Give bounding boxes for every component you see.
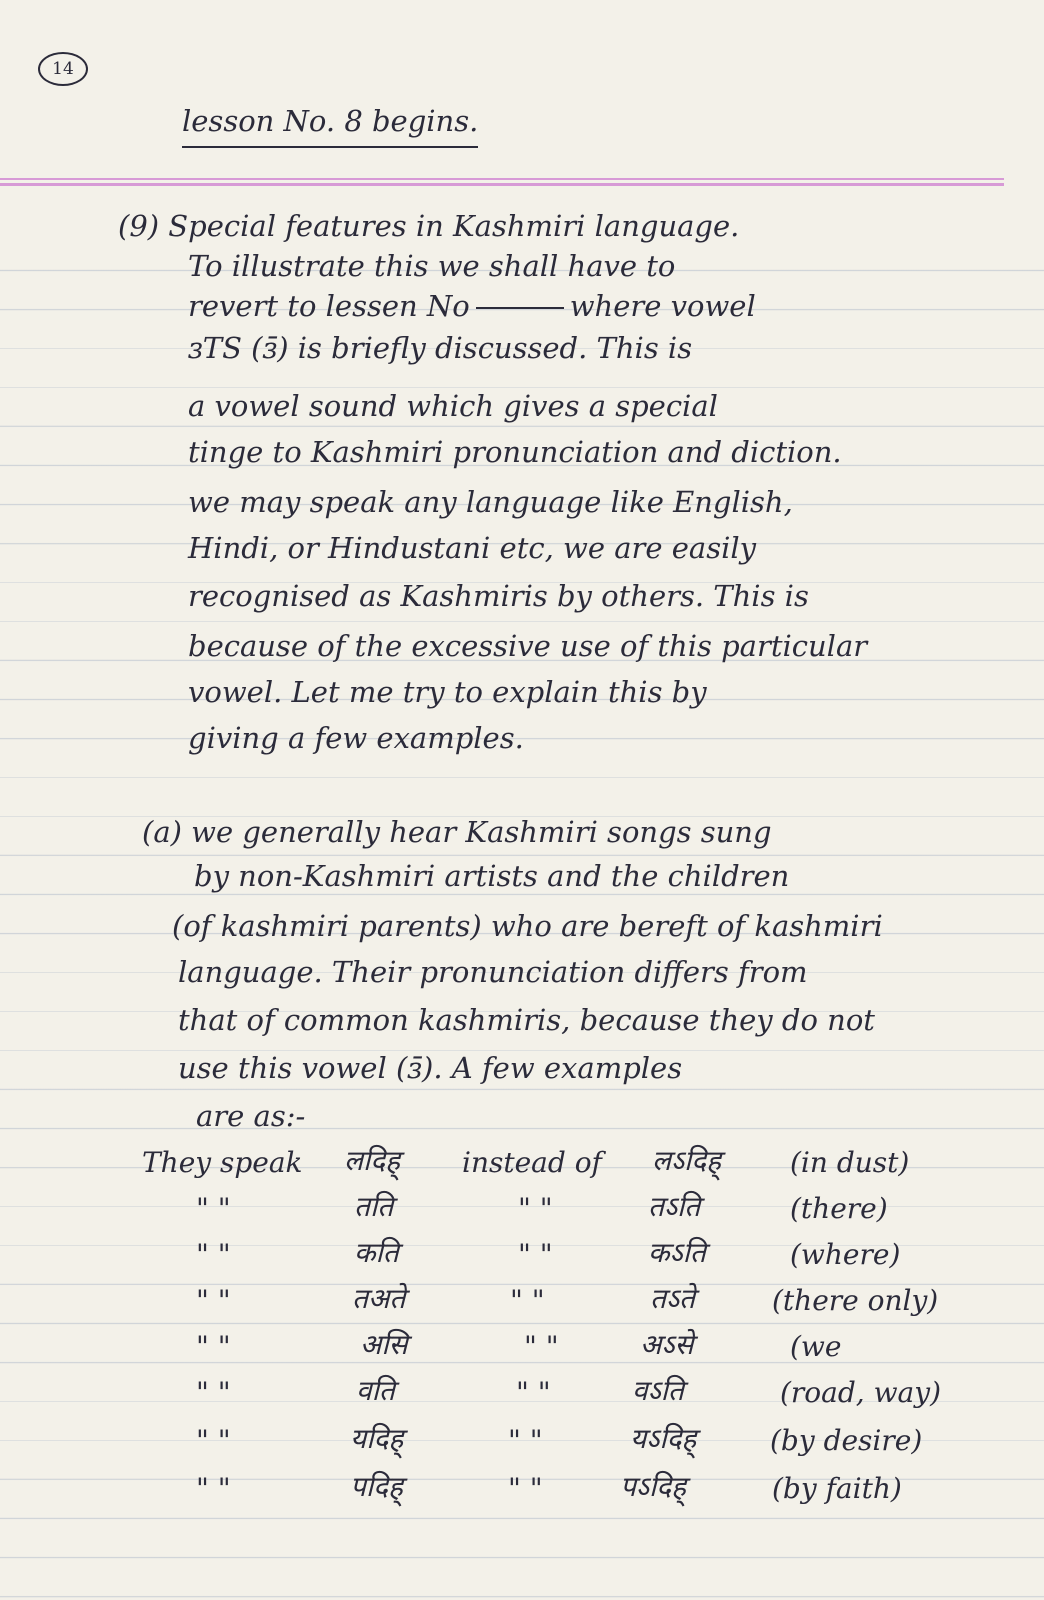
example-row7-right: यऽदिह्	[630, 1422, 697, 1455]
lesson-title: lesson No. 8 begins.	[182, 104, 478, 148]
example-row5-gloss: (we	[790, 1330, 842, 1363]
example-row3-right: कऽति	[648, 1236, 706, 1269]
example-row7-lead: " "	[196, 1424, 231, 1457]
example-row2-right: तऽति	[648, 1190, 701, 1223]
example-row4-wrong: तअते	[352, 1282, 406, 1315]
section-a-line6: use this vowel (ɜ̄). A few examples	[178, 1051, 683, 1085]
example-row6-mid: " "	[516, 1376, 551, 1409]
example-row5-right: अऽसे	[640, 1328, 694, 1361]
example-row2-wrong: तति	[354, 1190, 394, 1223]
margin-line-second	[0, 184, 1004, 186]
example-row1-lead: They speak	[142, 1146, 303, 1179]
example-row4-right: तऽते	[650, 1282, 695, 1315]
section-a-line2: by non-Kashmiri artists and the children	[194, 859, 790, 893]
section9-line3-b: where vowel	[569, 289, 756, 323]
example-row2-gloss: (there)	[790, 1192, 888, 1225]
example-row5-lead: " "	[196, 1330, 231, 1363]
section-a-line1: (a) we generally hear Kashmiri songs sung	[142, 815, 772, 849]
section9-line12: giving a few examples.	[188, 721, 524, 755]
example-row8-mid: " "	[508, 1472, 543, 1505]
section9-line7: we may speak any language like English,	[188, 485, 793, 519]
example-row3-wrong: कति	[354, 1236, 399, 1269]
section-a-line5: that of common kashmiris, because they do not	[178, 1003, 875, 1037]
example-row7-wrong: यदिह्	[350, 1422, 404, 1455]
section-a-line7: are as:-	[196, 1099, 306, 1133]
example-row3-lead: " "	[196, 1238, 231, 1271]
example-row7-gloss: (by desire)	[770, 1424, 923, 1457]
example-row6-right: वऽति	[632, 1374, 684, 1407]
section-a-line3: (of kashmiri parents) who are bereft of kashmiri	[172, 909, 883, 943]
example-row4-lead: " "	[196, 1284, 231, 1317]
example-row6-lead: " "	[196, 1376, 231, 1409]
example-row8-wrong: पदिह्	[350, 1470, 403, 1503]
section9-line5: a vowel sound which gives a special	[188, 389, 718, 423]
example-row8-lead: " "	[196, 1472, 231, 1505]
section9-line3	[188, 286, 756, 326]
section9-line6: tinge to Kashmiri pronunciation and diction.	[188, 435, 842, 469]
section9-line1: (9) Special features in Kashmiri language.	[118, 209, 740, 243]
example-row1-wrong: लदिह्	[344, 1144, 400, 1177]
example-row6-wrong: वति	[356, 1374, 395, 1407]
example-row1-mid: instead of	[462, 1146, 602, 1179]
example-row1-gloss: (in dust)	[790, 1146, 910, 1179]
example-row1-right: लऽदिह्	[652, 1144, 722, 1177]
section9-line10: because of the excessive use of this particular	[188, 629, 868, 663]
example-row3-mid: " "	[518, 1238, 553, 1271]
example-row2-mid: " "	[518, 1192, 553, 1225]
section9-line3-a: revert to lessen No	[188, 289, 470, 323]
section9-line8: Hindi, or Hindustani etc, we are easily	[188, 531, 757, 565]
example-row4-mid: " "	[510, 1284, 545, 1317]
example-row2-lead: " "	[196, 1192, 231, 1225]
section9-line4: ɜTS (ɜ̄) is briefly discussed. This is	[188, 331, 693, 365]
fill-in-blank	[476, 307, 564, 309]
example-row8-gloss: (by faith)	[772, 1472, 902, 1505]
page-number: 14	[38, 52, 88, 86]
section9-line9: recognised as Kashmiris by others. This is	[188, 579, 809, 613]
example-row6-gloss: (road, way)	[780, 1376, 941, 1409]
section-a-line4: language. Their pronunciation differs from	[178, 955, 808, 989]
example-row3-gloss: (where)	[790, 1238, 901, 1271]
page-header-area	[0, 0, 1044, 232]
example-row4-gloss: (there only)	[772, 1284, 939, 1317]
example-row5-mid: " "	[524, 1330, 559, 1363]
section9-line2: To illustrate this we shall have to	[188, 249, 676, 283]
example-row8-right: पऽदिह्	[620, 1470, 686, 1503]
section9-line11: vowel. Let me try to explain this by	[188, 675, 707, 709]
example-row7-mid: " "	[508, 1424, 543, 1457]
example-row5-wrong: असि	[360, 1328, 408, 1361]
